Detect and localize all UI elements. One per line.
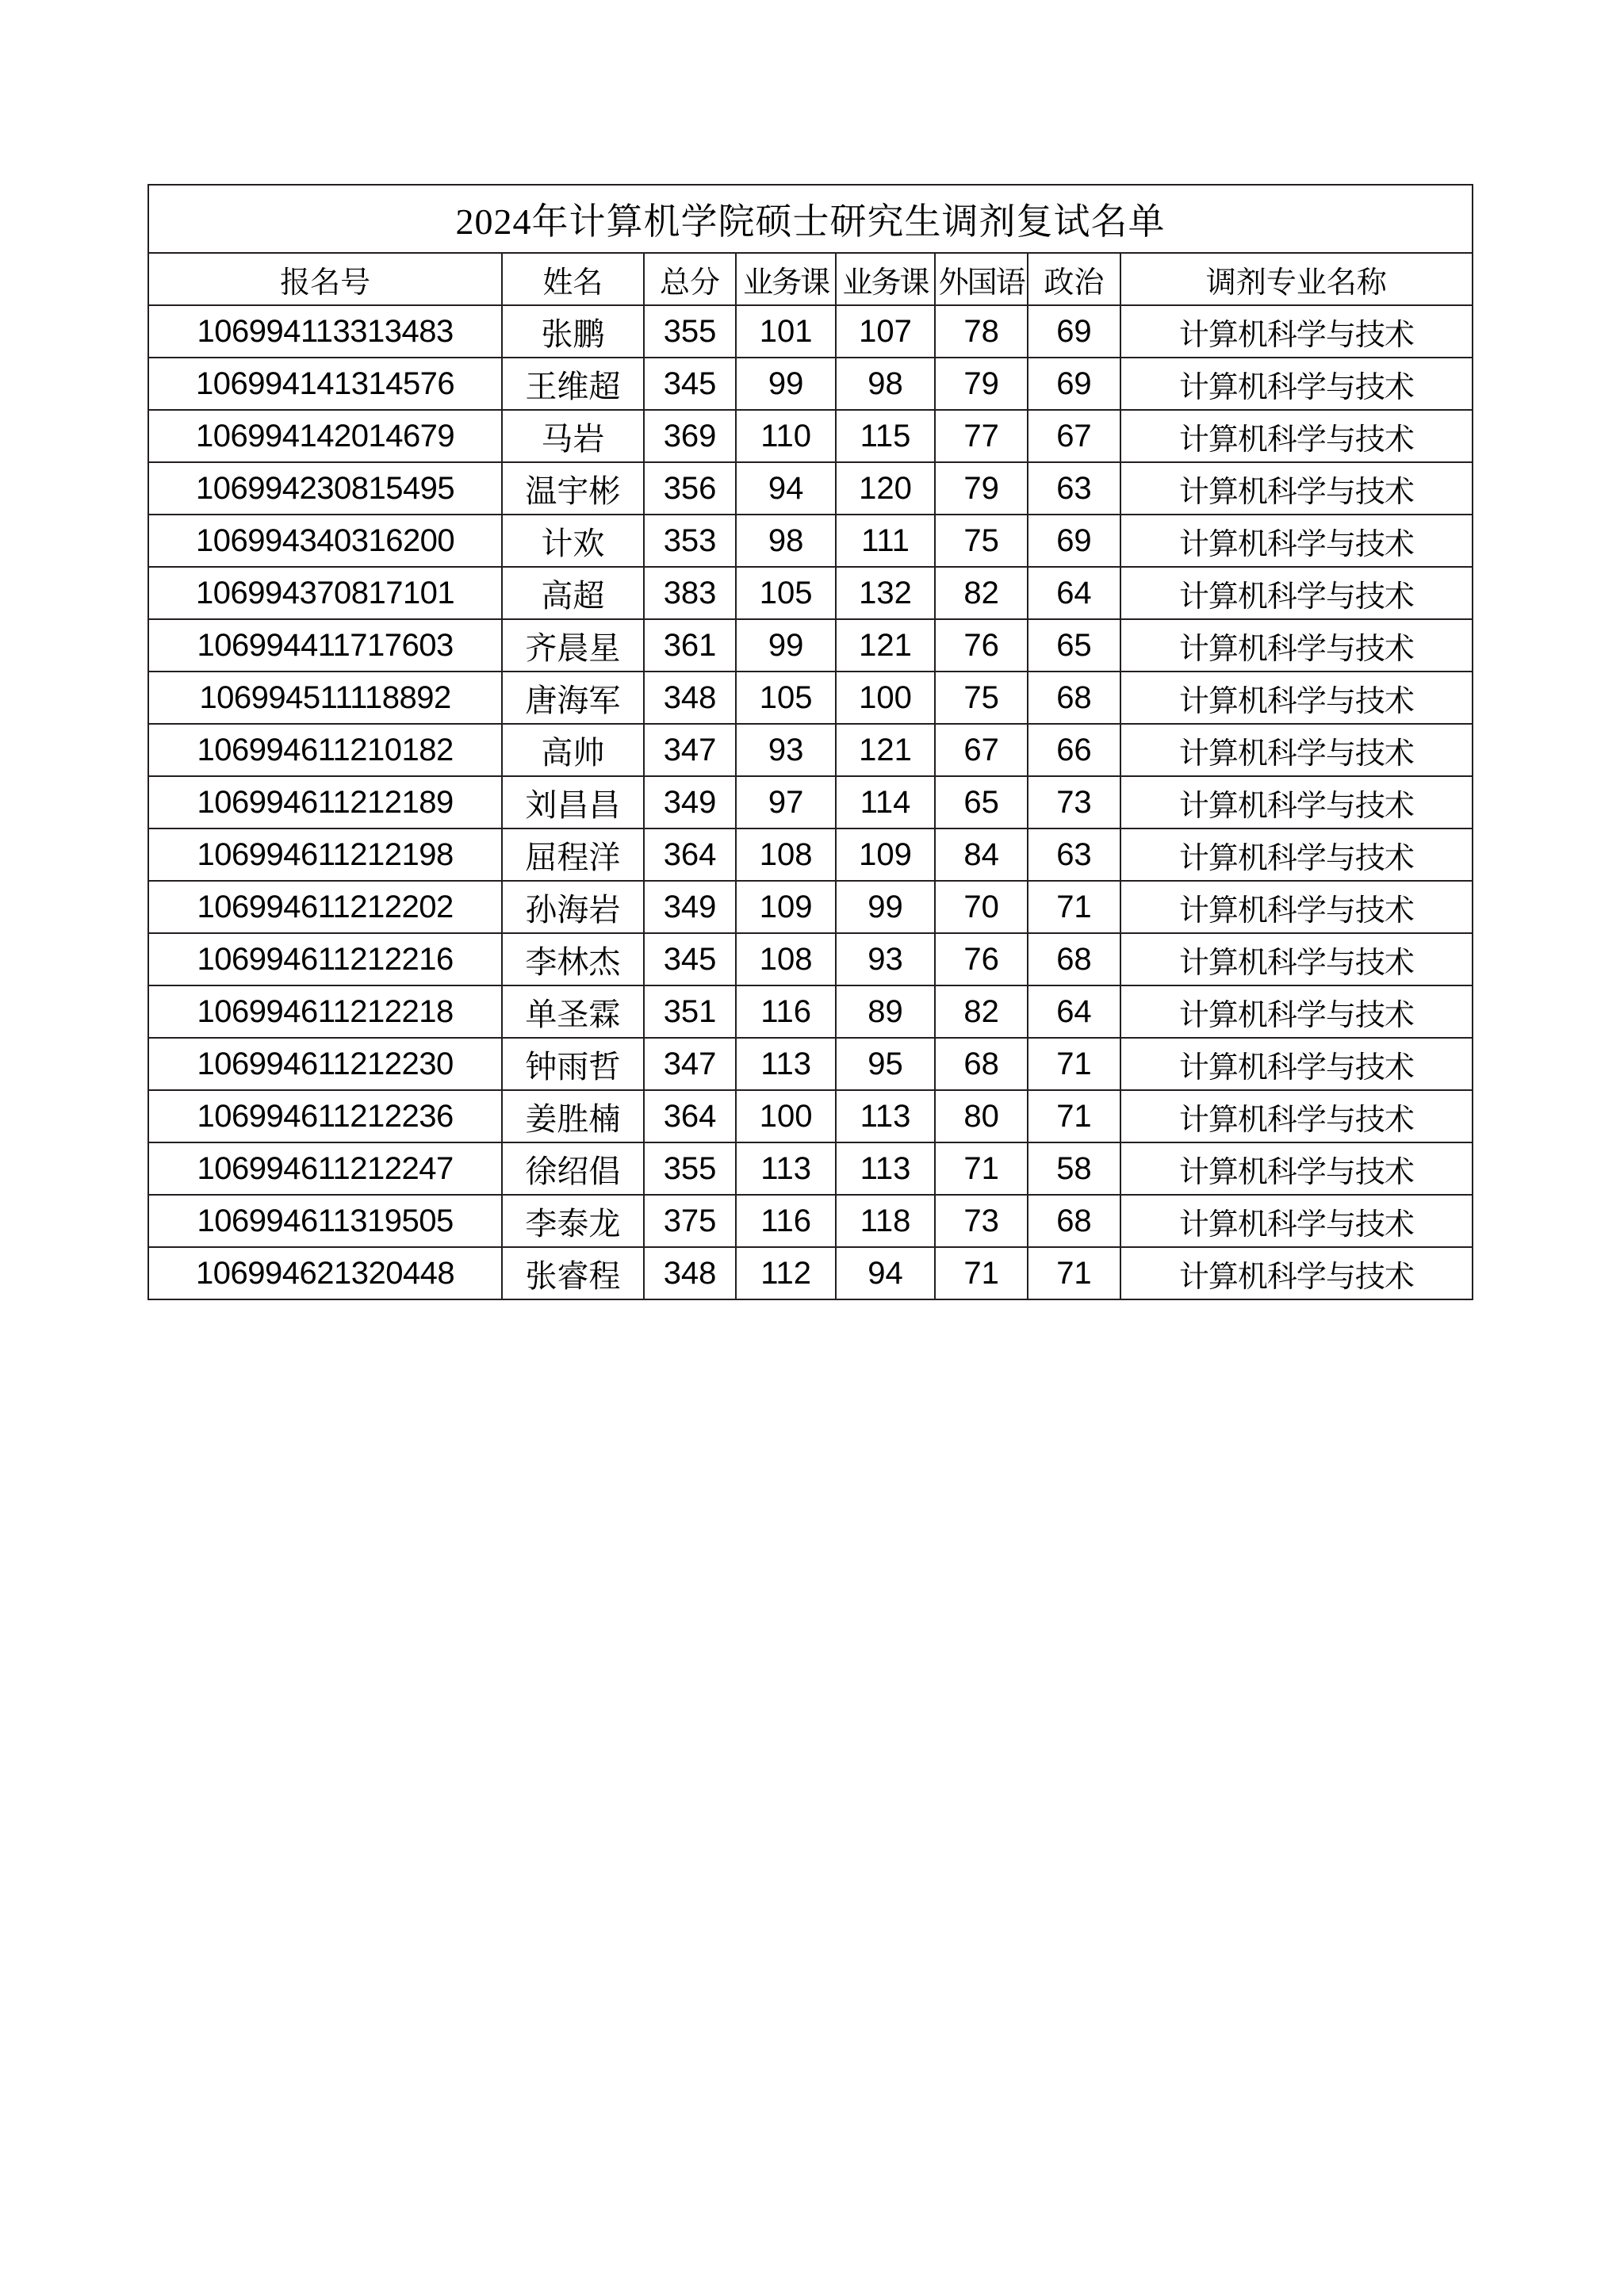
cell-politics: 71 (1028, 881, 1120, 933)
cell-name: 张鹏 (502, 305, 643, 358)
cell-foreign-language: 77 (935, 410, 1028, 462)
cell-subject-two: 95 (836, 1038, 935, 1090)
cell-foreign-language: 76 (935, 619, 1028, 672)
cell-total-score: 347 (644, 724, 737, 776)
cell-subject-two: 93 (836, 933, 935, 985)
cell-registration-number: 106994113313483 (148, 305, 502, 358)
cell-name: 唐海军 (502, 672, 643, 724)
cell-subject-one: 113 (736, 1142, 835, 1195)
column-header-subject-one: 业务课 (736, 253, 835, 305)
cell-foreign-language: 79 (935, 358, 1028, 410)
cell-registration-number: 106994611212247 (148, 1142, 502, 1195)
table-row (148, 515, 1473, 567)
cell-politics: 69 (1028, 305, 1120, 358)
cell-name: 张睿程 (502, 1247, 643, 1299)
cell-foreign-language: 67 (935, 724, 1028, 776)
cell-subject-two: 121 (836, 724, 935, 776)
cell-major: 计算机科学与技术 (1120, 724, 1473, 776)
cell-foreign-language: 76 (935, 933, 1028, 985)
cell-foreign-language: 71 (935, 1142, 1028, 1195)
cell-subject-one: 94 (736, 462, 835, 515)
cell-subject-two: 94 (836, 1247, 935, 1299)
document-title: 2024年计算机学院硕士研究生调剂复试名单 (148, 185, 1473, 253)
cell-total-score: 375 (644, 1195, 737, 1247)
cell-name: 高超 (502, 567, 643, 619)
cell-name: 刘昌昌 (502, 776, 643, 828)
cell-total-score: 351 (644, 985, 737, 1038)
cell-registration-number: 106994411717603 (148, 619, 502, 672)
cell-subject-two: 120 (836, 462, 935, 515)
table-row (148, 776, 1473, 828)
cell-registration-number: 106994340316200 (148, 515, 502, 567)
table-title-row (148, 185, 1473, 253)
cell-subject-one: 101 (736, 305, 835, 358)
cell-total-score: 361 (644, 619, 737, 672)
table-row (148, 1247, 1473, 1299)
cell-foreign-language: 70 (935, 881, 1028, 933)
cell-name: 单圣霖 (502, 985, 643, 1038)
cell-politics: 65 (1028, 619, 1120, 672)
cell-subject-two: 114 (836, 776, 935, 828)
cell-subject-one: 113 (736, 1038, 835, 1090)
table-row (148, 305, 1473, 358)
cell-registration-number: 106994230815495 (148, 462, 502, 515)
cell-politics: 71 (1028, 1038, 1120, 1090)
cell-subject-two: 89 (836, 985, 935, 1038)
cell-major: 计算机科学与技术 (1120, 1195, 1473, 1247)
table-row (148, 724, 1473, 776)
table-row (148, 619, 1473, 672)
cell-major: 计算机科学与技术 (1120, 305, 1473, 358)
table-header-row (148, 253, 1473, 305)
cell-subject-one: 116 (736, 1195, 835, 1247)
cell-subject-one: 98 (736, 515, 835, 567)
cell-total-score: 355 (644, 1142, 737, 1195)
cell-total-score: 364 (644, 828, 737, 881)
cell-name: 计欢 (502, 515, 643, 567)
cell-major: 计算机科学与技术 (1120, 462, 1473, 515)
cell-politics: 69 (1028, 358, 1120, 410)
table-row (148, 1142, 1473, 1195)
cell-total-score: 364 (644, 1090, 737, 1142)
cell-major: 计算机科学与技术 (1120, 776, 1473, 828)
cell-total-score: 345 (644, 358, 737, 410)
cell-registration-number: 106994611212198 (148, 828, 502, 881)
cell-registration-number: 106994141314576 (148, 358, 502, 410)
cell-total-score: 353 (644, 515, 737, 567)
cell-politics: 71 (1028, 1090, 1120, 1142)
cell-politics: 68 (1028, 1195, 1120, 1247)
cell-major: 计算机科学与技术 (1120, 619, 1473, 672)
cell-subject-two: 113 (836, 1090, 935, 1142)
cell-subject-two: 132 (836, 567, 935, 619)
table-row (148, 933, 1473, 985)
cell-total-score: 347 (644, 1038, 737, 1090)
cell-politics: 64 (1028, 567, 1120, 619)
cell-major: 计算机科学与技术 (1120, 1247, 1473, 1299)
table-row (148, 1090, 1473, 1142)
cell-foreign-language: 78 (935, 305, 1028, 358)
cell-subject-two: 118 (836, 1195, 935, 1247)
cell-politics: 64 (1028, 985, 1120, 1038)
cell-registration-number: 106994621320448 (148, 1247, 502, 1299)
cell-subject-one: 116 (736, 985, 835, 1038)
cell-politics: 68 (1028, 933, 1120, 985)
cell-registration-number: 106994142014679 (148, 410, 502, 462)
table-row (148, 672, 1473, 724)
cell-registration-number: 106994611212230 (148, 1038, 502, 1090)
cell-name: 马岩 (502, 410, 643, 462)
cell-total-score: 355 (644, 305, 737, 358)
cell-subject-two: 111 (836, 515, 935, 567)
column-header-major: 调剂专业名称 (1120, 253, 1473, 305)
cell-subject-one: 110 (736, 410, 835, 462)
cell-subject-two: 121 (836, 619, 935, 672)
cell-total-score: 348 (644, 1247, 737, 1299)
cell-subject-two: 100 (836, 672, 935, 724)
cell-registration-number: 106994370817101 (148, 567, 502, 619)
column-header-foreign-language: 外国语 (935, 253, 1028, 305)
cell-major: 计算机科学与技术 (1120, 515, 1473, 567)
cell-subject-one: 105 (736, 672, 835, 724)
table-row (148, 1195, 1473, 1247)
cell-politics: 69 (1028, 515, 1120, 567)
cell-registration-number: 106994611212189 (148, 776, 502, 828)
cell-foreign-language: 75 (935, 515, 1028, 567)
cell-registration-number: 106994611212202 (148, 881, 502, 933)
cell-politics: 73 (1028, 776, 1120, 828)
cell-total-score: 356 (644, 462, 737, 515)
cell-subject-one: 99 (736, 358, 835, 410)
cell-subject-two: 109 (836, 828, 935, 881)
cell-name: 姜胜楠 (502, 1090, 643, 1142)
cell-name: 孙海岩 (502, 881, 643, 933)
column-header-registration-number: 报名号 (148, 253, 502, 305)
column-header-total-score: 总分 (644, 253, 737, 305)
cell-total-score: 369 (644, 410, 737, 462)
cell-major: 计算机科学与技术 (1120, 985, 1473, 1038)
cell-politics: 63 (1028, 828, 1120, 881)
cell-major: 计算机科学与技术 (1120, 672, 1473, 724)
cell-foreign-language: 73 (935, 1195, 1028, 1247)
cell-foreign-language: 82 (935, 985, 1028, 1038)
cell-foreign-language: 84 (935, 828, 1028, 881)
cell-politics: 71 (1028, 1247, 1120, 1299)
column-header-name: 姓名 (502, 253, 643, 305)
cell-name: 李林杰 (502, 933, 643, 985)
table-body (148, 305, 1473, 1299)
column-header-politics: 政治 (1028, 253, 1120, 305)
cell-foreign-language: 68 (935, 1038, 1028, 1090)
admission-roster-table (147, 184, 1473, 1300)
cell-subject-two: 99 (836, 881, 935, 933)
cell-major: 计算机科学与技术 (1120, 881, 1473, 933)
table-row (148, 358, 1473, 410)
table-row (148, 410, 1473, 462)
table-row (148, 462, 1473, 515)
cell-name: 徐绍倡 (502, 1142, 643, 1195)
table-row (148, 1038, 1473, 1090)
cell-subject-one: 105 (736, 567, 835, 619)
cell-total-score: 349 (644, 881, 737, 933)
cell-subject-one: 97 (736, 776, 835, 828)
roster-table-wrapper (147, 184, 1473, 1300)
cell-subject-one: 99 (736, 619, 835, 672)
cell-name: 高帅 (502, 724, 643, 776)
cell-major: 计算机科学与技术 (1120, 358, 1473, 410)
cell-subject-two: 98 (836, 358, 935, 410)
cell-politics: 66 (1028, 724, 1120, 776)
cell-major: 计算机科学与技术 (1120, 1142, 1473, 1195)
cell-foreign-language: 79 (935, 462, 1028, 515)
cell-major: 计算机科学与技术 (1120, 410, 1473, 462)
cell-subject-one: 109 (736, 881, 835, 933)
cell-name: 钟雨哲 (502, 1038, 643, 1090)
cell-subject-one: 108 (736, 828, 835, 881)
cell-subject-one: 100 (736, 1090, 835, 1142)
cell-registration-number: 106994611212218 (148, 985, 502, 1038)
cell-major: 计算机科学与技术 (1120, 933, 1473, 985)
cell-foreign-language: 82 (935, 567, 1028, 619)
table-row (148, 985, 1473, 1038)
cell-registration-number: 106994611212236 (148, 1090, 502, 1142)
cell-total-score: 383 (644, 567, 737, 619)
cell-subject-two: 115 (836, 410, 935, 462)
cell-politics: 68 (1028, 672, 1120, 724)
cell-registration-number: 106994611210182 (148, 724, 502, 776)
cell-name: 温宇彬 (502, 462, 643, 515)
cell-foreign-language: 65 (935, 776, 1028, 828)
cell-foreign-language: 75 (935, 672, 1028, 724)
cell-foreign-language: 71 (935, 1247, 1028, 1299)
cell-name: 屈程洋 (502, 828, 643, 881)
cell-total-score: 348 (644, 672, 737, 724)
cell-politics: 63 (1028, 462, 1120, 515)
cell-foreign-language: 80 (935, 1090, 1028, 1142)
column-header-subject-two: 业务课 (836, 253, 935, 305)
cell-politics: 67 (1028, 410, 1120, 462)
cell-major: 计算机科学与技术 (1120, 1090, 1473, 1142)
cell-total-score: 345 (644, 933, 737, 985)
cell-subject-two: 107 (836, 305, 935, 358)
cell-name: 李泰龙 (502, 1195, 643, 1247)
cell-subject-one: 108 (736, 933, 835, 985)
cell-subject-one: 112 (736, 1247, 835, 1299)
cell-registration-number: 106994511118892 (148, 672, 502, 724)
cell-registration-number: 106994611212216 (148, 933, 502, 985)
table-row (148, 567, 1473, 619)
cell-major: 计算机科学与技术 (1120, 567, 1473, 619)
table-row (148, 881, 1473, 933)
cell-registration-number: 106994611319505 (148, 1195, 502, 1247)
cell-major: 计算机科学与技术 (1120, 1038, 1473, 1090)
cell-name: 齐晨星 (502, 619, 643, 672)
cell-name: 王维超 (502, 358, 643, 410)
cell-politics: 58 (1028, 1142, 1120, 1195)
cell-major: 计算机科学与技术 (1120, 828, 1473, 881)
cell-subject-one: 93 (736, 724, 835, 776)
cell-total-score: 349 (644, 776, 737, 828)
table-row (148, 828, 1473, 881)
cell-subject-two: 113 (836, 1142, 935, 1195)
